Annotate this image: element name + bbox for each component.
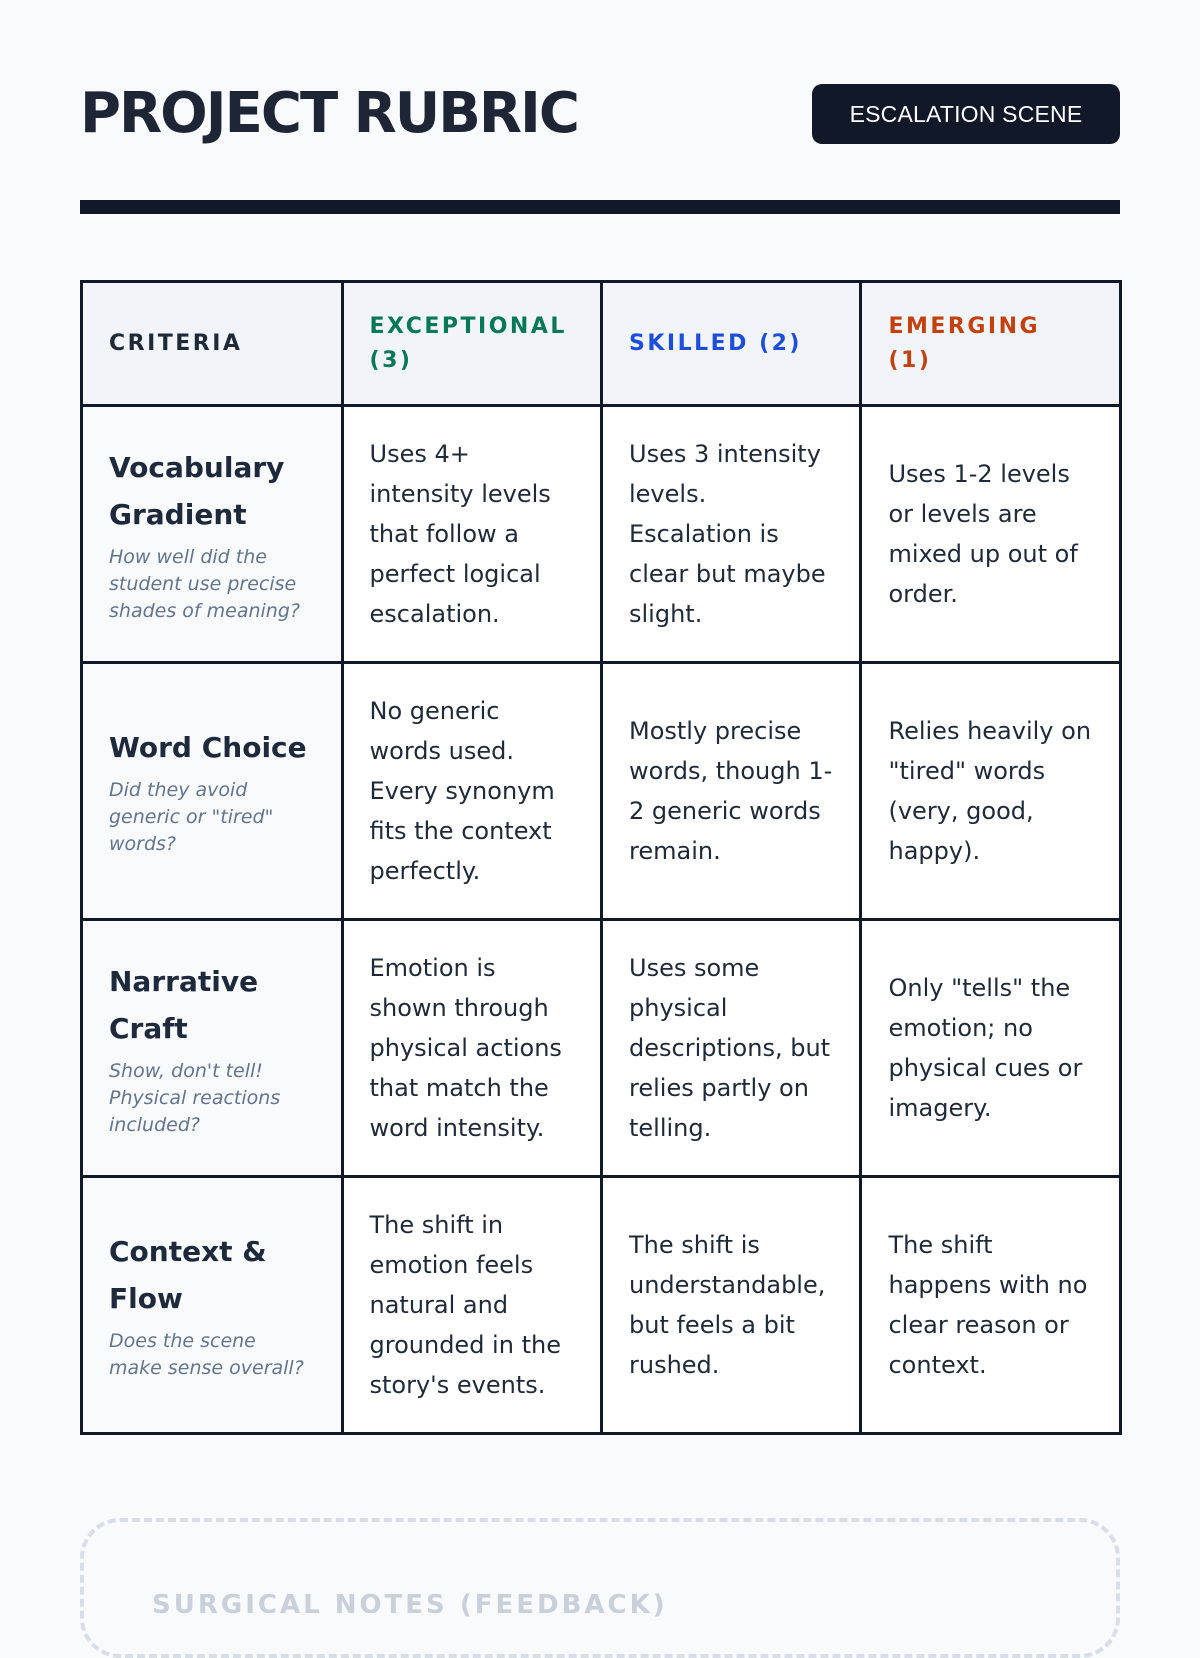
column-header-exceptional: EXCEPTIONAL (3) <box>342 282 601 406</box>
criteria-name: Narrative Craft <box>109 964 259 1045</box>
skilled-descriptor: Uses some physical descriptions, but relies partly on telling. <box>602 920 861 1177</box>
criteria-name: Context & Flow <box>109 1235 267 1315</box>
column-header-skilled: SKILLED (2) <box>602 282 861 406</box>
exceptional-descriptor: Emotion is shown through physical actions that match the word intensity. <box>342 920 601 1177</box>
column-header-criteria: CRITERIA <box>82 282 343 406</box>
table-row <box>82 406 1121 663</box>
column-header-emerging: EMERGING (1) <box>861 282 1121 406</box>
emerging-descriptor: The shift happens with no clear reason or context. <box>861 1177 1121 1434</box>
emerging-descriptor: Only "tells" the emotion; no physical cues or imagery. <box>861 920 1121 1177</box>
rubric-header-row <box>82 282 1121 406</box>
criteria-cell <box>82 920 343 1177</box>
criteria-name: Word Choice <box>109 731 307 764</box>
skilled-descriptor: Mostly precise words, though 1-2 generic words remain. <box>602 663 861 920</box>
skilled-descriptor: The shift is understandable, but feels a bit rushed. <box>602 1177 861 1434</box>
criteria-question: How well did the student use precise shades of meaning? <box>109 545 300 622</box>
exceptional-descriptor: The shift in emotion feels natural and grounded in the story's events. <box>342 1177 601 1434</box>
criteria-question: Does the scene make sense overall? <box>109 1330 304 1379</box>
table-row <box>82 663 1121 920</box>
criteria-cell <box>82 663 343 920</box>
criteria-name: Vocabulary Gradient <box>109 450 285 531</box>
exceptional-descriptor: No generic words used. Every synonym fits the context perfectly. <box>342 663 601 920</box>
rubric-table <box>80 280 1122 1435</box>
criteria-cell <box>82 1177 343 1434</box>
skilled-descriptor: Uses 3 intensity levels. Escalation is clear but maybe slight. <box>602 406 861 663</box>
criteria-cell <box>82 406 343 663</box>
feedback-notes-box <box>80 1518 1120 1658</box>
criteria-question: Did they avoid generic or "tired" words? <box>109 779 274 855</box>
criteria-question: Show, don't tell! Physical reactions included? <box>109 1059 281 1136</box>
table-row <box>82 920 1121 1177</box>
notes-title: SURGICAL NOTES (FEEDBACK) <box>152 1590 668 1620</box>
header-divider <box>80 200 1120 214</box>
table-row <box>82 1177 1121 1434</box>
page-title: PROJECT RUBRIC <box>80 81 578 146</box>
emerging-descriptor: Uses 1-2 levels or levels are mixed up out of order. <box>861 406 1121 663</box>
scene-badge: ESCALATION SCENE <box>812 84 1120 144</box>
exceptional-descriptor: Uses 4+ intensity levels that follow a perfect logical escalation. <box>342 406 601 663</box>
emerging-descriptor: Relies heavily on "tired" words (very, good, happy). <box>861 663 1121 920</box>
